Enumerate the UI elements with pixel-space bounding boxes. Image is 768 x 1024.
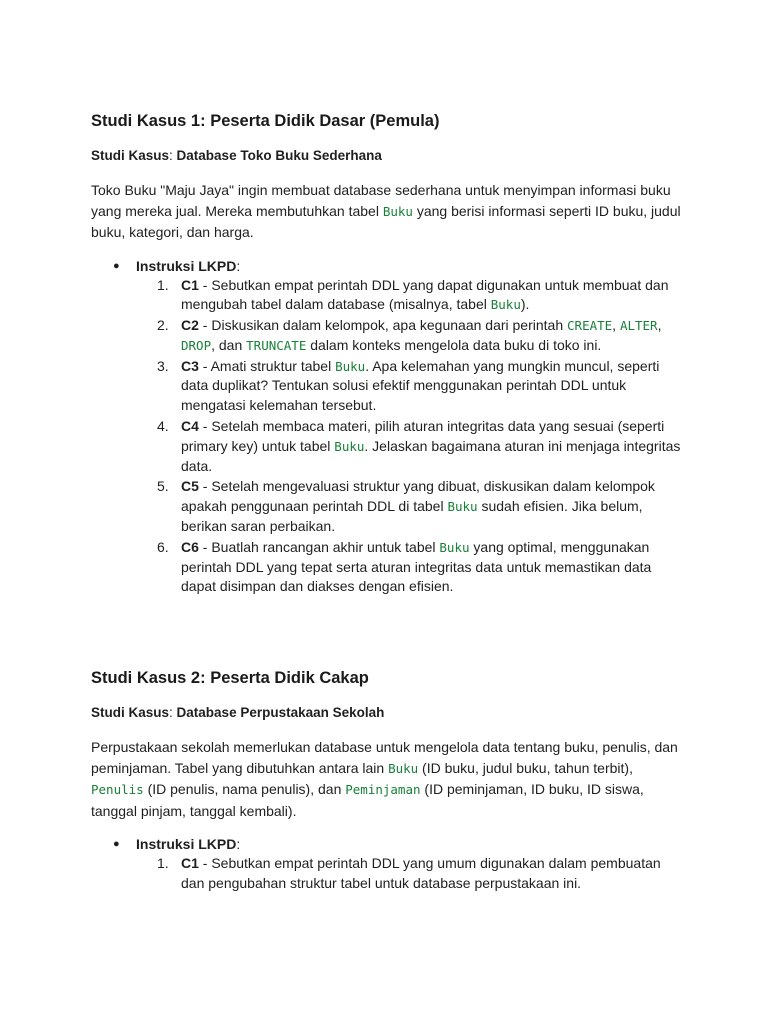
item-number: 5. [157,478,169,495]
table-name-code: Buku [490,297,521,313]
item-number: 4. [157,418,169,435]
table-name-code: Buku [388,760,419,776]
text-run: Perpustakaan sekolah memerlukan database untuk mengelola data tentang buku, penulis, dan peminjaman. Tabel yang dibutuhkan antara lain [91,739,678,776]
instruction-item [91,357,681,416]
text-run: (ID peminjaman, ID buku, ID siswa, tanggal pinjam, tanggal kembali). [91,781,644,819]
item-number: 2. [157,317,169,334]
case-1-sub-sep: : [169,148,173,163]
table-name-code: Buku [334,438,365,454]
text-run: - Amati struktur tabel [198,357,336,374]
item-level-code: C5 [181,478,199,495]
case-2-title: Studi Kasus 2: Peserta Didik Cakap [91,669,369,687]
item-level-code: C1 [181,855,199,871]
instruction-item [91,316,681,356]
item-number: 1. [157,855,169,871]
text-run: ). [520,296,530,313]
text-run: , [657,317,662,334]
text-run: , dan [211,336,247,353]
item-number: 6. [157,538,169,555]
case-2-sub-sep: : [169,705,173,720]
case-2-instr-label: Instruksi LKPD [136,836,237,852]
case-1-subtitle [91,146,681,166]
case-1-sub-label: Studi Kasus [91,148,170,163]
table-name-code: Buku [447,499,478,515]
case-2-instruction-heading [91,834,681,854]
case-2-section [91,667,681,895]
table-name-code: DROP [181,337,212,353]
table-name-code: TRUNCATE [246,337,307,353]
table-name-code: CREATE [567,318,613,334]
text-run: yang optimal, menggunakan perintah DDL yang tepat serta aturan integritas data untuk memastikan data dapat disimpan dan diakses dengan efisien. [181,538,652,595]
case-1-instruction-list [91,276,681,598]
case-2-sub-label: Studi Kasus [91,705,170,720]
case-1-sub-value: Database Toko Buku Sederhana [176,148,382,163]
case-1-section [91,110,681,598]
item-level-code: C6 [181,538,199,555]
text-run: (ID penulis, nama penulis), dan [143,781,346,797]
text-run: . Jelaskan bagaimana aturan ini menjaga integritas data. [181,437,681,474]
case-1-instruction-heading [91,256,681,276]
case-2-instruction-list [91,854,681,894]
bullet-icon: ● [113,838,120,850]
case-1-title: Studi Kasus 1: Peserta Didik Dasar (Pemula) [91,112,440,130]
item-level-code: C3 [181,357,199,374]
text-run: dalam konteks mengelola data buku di toko ini. [306,336,602,353]
text-run: (ID buku, judul buku, tahun terbit), [418,759,633,776]
text-run: - Sebutkan empat perintah DDL yang dapat digunakan untuk membuat dan mengubah tabel dalam database (misalnya, tabel [181,276,669,313]
text-run: - Setelah membaca materi, pilih aturan integritas data yang sesuai (seperti primary key) untuk tabel [181,418,665,454]
case-2-subtitle [91,703,681,723]
table-name-code: ALTER [619,318,658,334]
text-run: - Buatlah rancangan akhir untuk tabel [198,538,440,555]
text-run: Toko Buku "Maju Jaya" ingin membuat database sederhana untuk menyimpan informasi buku yang mereka jual. Mereka membutuhkan tabel [91,182,671,219]
instruction-item [91,538,681,597]
instruction-item [91,854,681,894]
case-2-instr-sep: : [236,836,241,852]
case-1-paragraph [91,180,681,243]
instruction-item [91,276,681,316]
table-name-code: Peminjaman [345,782,421,797]
text-run: - Diskusikan dalam kelompok, apa kegunaan dari perintah [198,317,568,334]
text-run: - Sebutkan empat perintah DDL yang umum digunakan dalam pembuatan dan pengubahan struktur tabel untuk database perpustakaan ini. [181,855,661,891]
text-run: - Setelah mengevaluasi struktur yang dibuat, diskusikan dalam kelompok apakah penggunaan perintah DDL di tabel [181,478,655,515]
item-level-code: C4 [181,418,199,435]
bullet-icon: ● [113,259,120,272]
text-run: . Apa kelemahan yang mungkin muncul, seperti data duplikat? Tentukan solusi efektif menggunakan perintah DDL untuk mengatasi kelemahan tersebut. [181,357,660,414]
item-level-code: C1 [181,276,199,293]
item-number: 3. [157,357,169,374]
table-name-code: Buku [335,358,366,374]
case-1-instr-label: Instruksi LKPD [136,257,237,274]
table-name-code: Buku [439,539,470,555]
text-run: sudah efisien. Jika belum, berikan saran perbaikan. [181,498,643,535]
item-level-code: C2 [181,317,199,334]
instruction-item [91,477,681,536]
case-2-sub-value: Database Perpustakaan Sekolah [176,705,385,720]
item-number: 1. [157,276,169,293]
text-run: , [612,317,620,334]
instruction-item [91,417,681,476]
text-run: yang berisi informasi seperti ID buku, judul buku, kategori, dan harga. [91,202,681,240]
case-2-paragraph [91,737,681,821]
table-name-code: Buku [382,203,413,219]
table-name-code: Penulis [91,782,144,797]
case-1-instr-sep: : [236,257,241,274]
